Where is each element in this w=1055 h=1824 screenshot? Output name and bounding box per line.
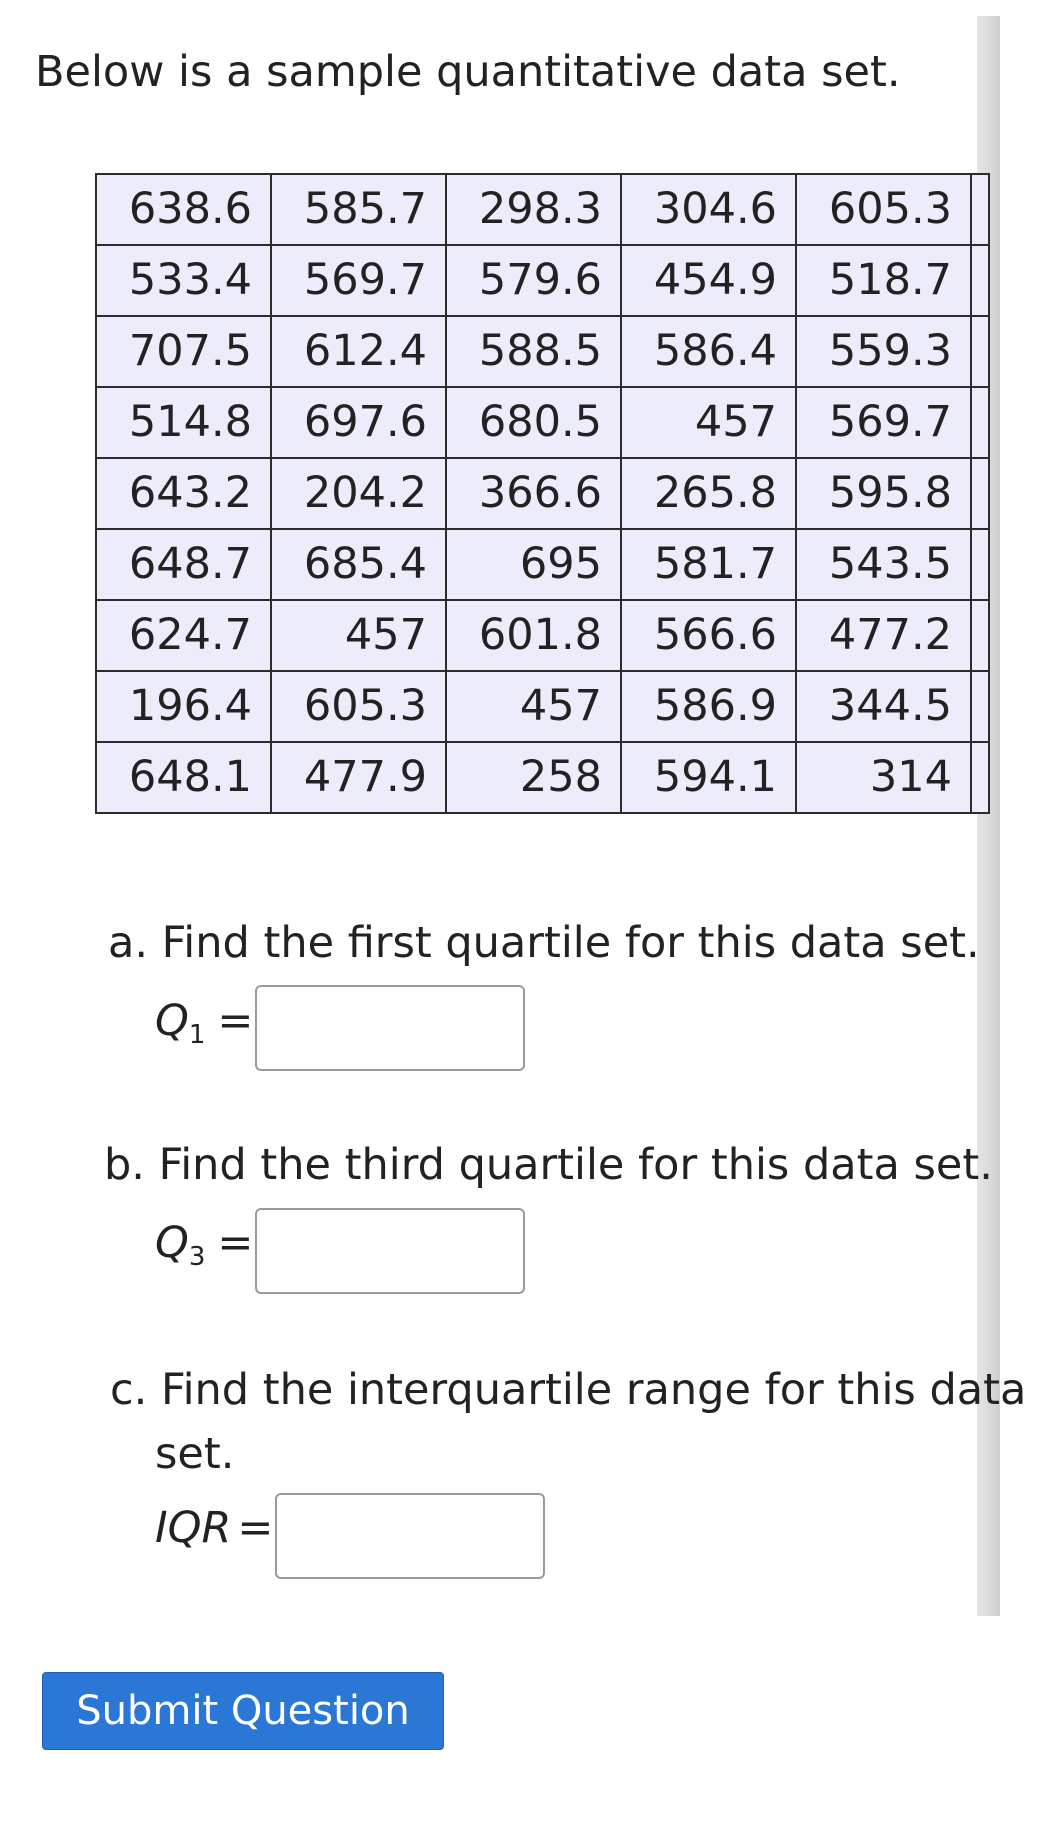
table-row (96, 529, 989, 600)
table-cell: 298.3 (446, 174, 621, 245)
q3-label-sub: 3 (188, 1242, 206, 1272)
table-cell: 595.8 (796, 458, 971, 529)
table-cell-cutoff (971, 600, 989, 671)
table-cell: 579.6 (446, 245, 621, 316)
table-cell: 265.8 (621, 458, 796, 529)
table-cell: 344.5 (796, 671, 971, 742)
q1-label-sub: 1 (188, 1020, 206, 1050)
iqr-label (155, 1500, 273, 1556)
table-cell: 477.9 (271, 742, 446, 813)
submit-question-button[interactable]: Submit Question (42, 1672, 444, 1750)
table-cell: 648.1 (96, 742, 271, 813)
table-row (96, 245, 989, 316)
table-cell: 569.7 (796, 387, 971, 458)
table-cell: 612.4 (271, 316, 446, 387)
q1-label-var: Q (155, 996, 189, 1046)
table-cell: 685.4 (271, 529, 446, 600)
table-cell: 586.4 (621, 316, 796, 387)
table-row (96, 316, 989, 387)
table-cell-cutoff (971, 316, 989, 387)
table-cell: 697.6 (271, 387, 446, 458)
table-cell: 196.4 (96, 671, 271, 742)
table-cell: 304.6 (621, 174, 796, 245)
table-cell: 454.9 (621, 245, 796, 316)
table-cell: 680.5 (446, 387, 621, 458)
q1-equals: = (217, 996, 254, 1046)
iqr-label-var: IQR (155, 1503, 232, 1553)
table-cell-cutoff (971, 742, 989, 813)
question-b-prompt: b. Find the third quartile for this data set. (104, 1140, 993, 1190)
table-cell: 638.6 (96, 174, 271, 245)
q3-label (155, 1215, 253, 1271)
table-cell: 514.8 (96, 387, 271, 458)
table-cell: 695 (446, 529, 621, 600)
table-cell: 457 (621, 387, 796, 458)
q3-equals: = (217, 1218, 254, 1268)
table-cell: 457 (271, 600, 446, 671)
q1-label (155, 993, 253, 1049)
table-cell: 518.7 (796, 245, 971, 316)
table-cell: 586.9 (621, 671, 796, 742)
table-cell: 585.7 (271, 174, 446, 245)
table-cell-cutoff (971, 458, 989, 529)
table-cell: 314 (796, 742, 971, 813)
table-cell-cutoff (971, 174, 989, 245)
table-row (96, 742, 989, 813)
table-cell: 566.6 (621, 600, 796, 671)
table-cell-cutoff (971, 671, 989, 742)
table-cell: 204.2 (271, 458, 446, 529)
question-c-prompt-line2: set. (155, 1429, 235, 1479)
table-row (96, 671, 989, 742)
table-cell: 559.3 (796, 316, 971, 387)
data-table (95, 173, 990, 814)
table-cell-cutoff (971, 529, 989, 600)
table-row (96, 458, 989, 529)
table-cell: 258 (446, 742, 621, 813)
table-cell: 624.7 (96, 600, 271, 671)
table-cell: 569.7 (271, 245, 446, 316)
table-cell: 477.2 (796, 600, 971, 671)
table-cell: 594.1 (621, 742, 796, 813)
iqr-answer-input[interactable] (275, 1493, 545, 1579)
table-row (96, 174, 989, 245)
table-cell: 605.3 (796, 174, 971, 245)
table-cell: 605.3 (271, 671, 446, 742)
table-cell: 581.7 (621, 529, 796, 600)
table-cell-cutoff (971, 387, 989, 458)
table-cell: 601.8 (446, 600, 621, 671)
table-cell-cutoff (971, 245, 989, 316)
table-cell: 457 (446, 671, 621, 742)
table-row (96, 387, 989, 458)
question-c-prompt-line1: c. Find the interquartile range for this data (110, 1365, 1027, 1415)
iqr-equals: = (237, 1503, 274, 1553)
table-cell: 366.6 (446, 458, 621, 529)
table-cell: 648.7 (96, 529, 271, 600)
q3-answer-input[interactable] (255, 1208, 525, 1294)
table-cell: 707.5 (96, 316, 271, 387)
table-cell: 543.5 (796, 529, 971, 600)
table-row (96, 600, 989, 671)
intro-text: Below is a sample quantitative data set. (35, 47, 901, 97)
question-a-prompt: a. Find the first quartile for this data set. (108, 918, 980, 968)
q3-label-var: Q (155, 1218, 189, 1268)
table-cell: 588.5 (446, 316, 621, 387)
table-cell: 643.2 (96, 458, 271, 529)
table-cell: 533.4 (96, 245, 271, 316)
q1-answer-input[interactable] (255, 985, 525, 1071)
